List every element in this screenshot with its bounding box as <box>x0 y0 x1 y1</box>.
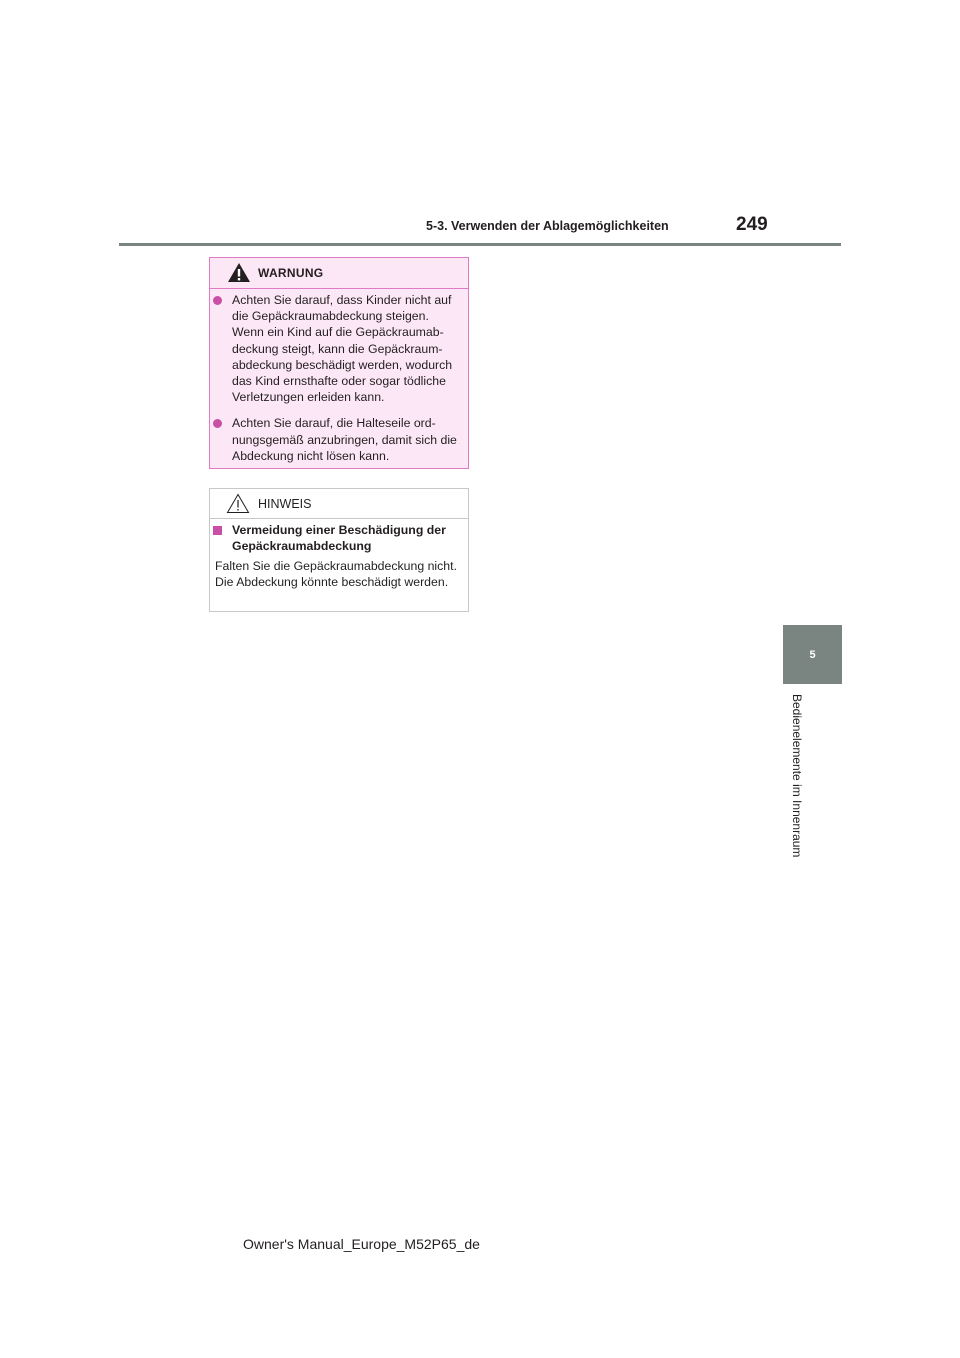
bullet-icon <box>213 296 222 305</box>
bullet-icon <box>213 419 222 428</box>
section-title: 5-3. Verwenden der Ablagemöglichkeiten <box>426 219 669 233</box>
footer-text: Owner's Manual_Europe_M52P65_de <box>243 1236 480 1252</box>
note-title: HINWEIS <box>258 497 312 511</box>
note-box <box>209 488 469 612</box>
warning-box <box>209 257 469 469</box>
note-text: Falten Sie die Gepäckraumabdeckung nicht. Die Abdeckung könnte beschädigt werden. <box>215 559 457 590</box>
header-rule <box>119 243 841 246</box>
note-header <box>210 489 468 519</box>
chapter-tab <box>783 625 842 684</box>
warning-bullet-text: Achten Sie darauf, dass Kinder nicht auf die Gepäckraumabdeckung steigen. Wenn ein Kind auf die Gepäckraumab-deckung steigt, kann die Gepäckraum-abdeckung beschädigt werden, wodurch das Kind ernsthafte oder sogar tödliche Verletzungen erleiden kann. <box>232 293 453 405</box>
warning-header <box>210 258 468 289</box>
page-number: 249 <box>736 214 768 235</box>
caution-triangle-icon <box>226 493 250 519</box>
chapter-label: Bedienelemente im Innenraum <box>790 694 804 858</box>
note-subheading-text: Vermeidung einer Beschädigung der Gepäckraumabdeckung <box>232 523 446 553</box>
square-bullet-icon <box>213 526 222 535</box>
warning-bullet <box>213 292 464 405</box>
chapter-number: 5 <box>809 648 816 661</box>
warning-triangle-icon <box>227 262 251 288</box>
warning-bullet <box>213 415 464 464</box>
warning-title: WARNUNG <box>258 266 324 280</box>
note-subheading <box>213 522 468 554</box>
warning-bullet-text: Achten Sie darauf, die Halteseile ord-nungsgemäß anzubringen, damit sich die Abdeckung nicht lösen kann. <box>232 416 457 463</box>
